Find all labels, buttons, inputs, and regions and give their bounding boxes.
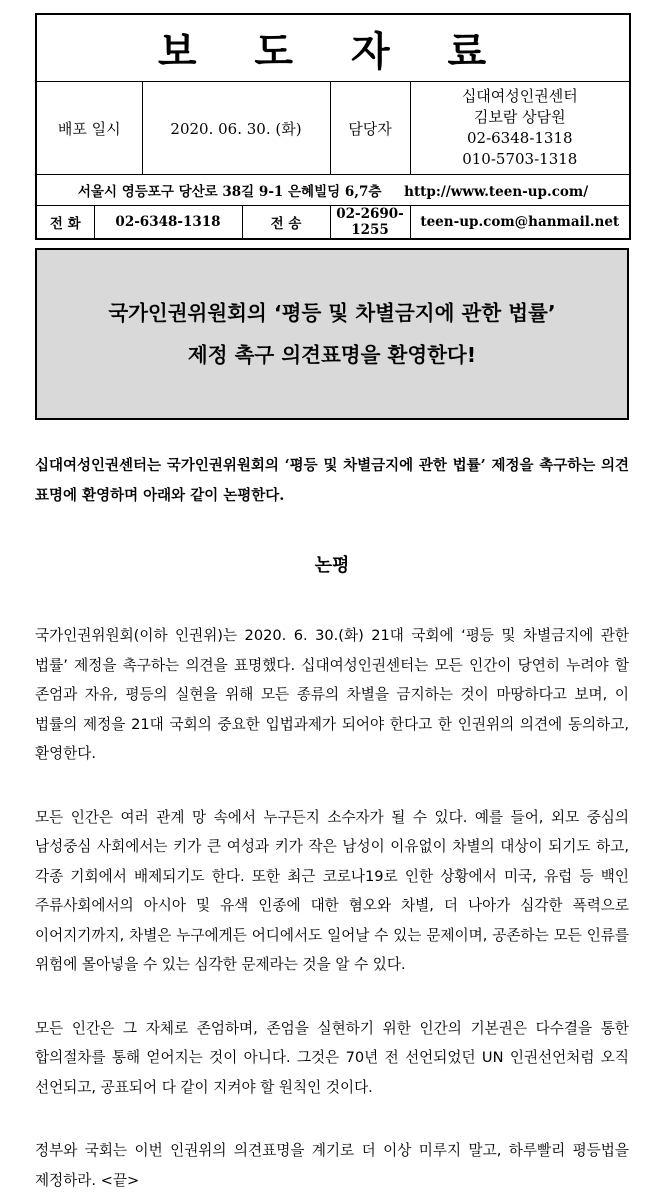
contact-person: 김보람 상담원 bbox=[473, 108, 566, 126]
document-title: 보 도 자 료 bbox=[36, 14, 630, 82]
contact-phone-1: 02-6348-1318 bbox=[466, 129, 573, 147]
body-paragraph-3: 모든 인간은 그 자체로 존엄하며, 존엄을 실현하기 위한 인간의 기본권은 다수결을 통한 합의절차를 통해 얻어지는 것이 아니다. 그것은 70년 전 선언되었던 UN 인권선언처럼 오직 선언되고, 공표되어 다 같이 지켜야 할 원칙인 것이다. bbox=[35, 1019, 629, 1096]
headline-line-1: 국가인권위원회의 ‘평등 및 차별금지에 관한 법률’ bbox=[108, 301, 556, 325]
phone-number: 02-6348-1318 bbox=[94, 206, 242, 240]
phone-label: 전 화 bbox=[36, 206, 94, 240]
fax-label: 전 송 bbox=[242, 206, 330, 240]
section-heading: 논평 bbox=[314, 555, 350, 576]
lead-paragraph: 십대여성인권센터는 국가인권위원회의 ‘평등 및 차별금지에 관한 법률’ 제정을 촉구하는 의견 표명에 환영하며 아래와 같이 논평한다. bbox=[35, 457, 629, 504]
release-date-label: 배포 일시 bbox=[36, 82, 142, 175]
email-address[interactable]: teen-up.com@hanmail.net bbox=[410, 206, 630, 240]
press-release-page bbox=[35, 13, 629, 1195]
body-paragraph-2: 모든 인간은 여러 관계 망 속에서 누구든지 소수자가 될 수 있다. 예를 들어, 외모 중심의 남성중심 사회에서는 키가 큰 여성과 키가 작은 남성이 이유없이 차별의 대상이 되기도 하고, 각종 기회에서 배제되기도 한다. 또한 최근 코로나19로 인한 상황에서 미국, 유럽 등 백인 주류사회에서의 아시아 및 유색 인종에 대한 혐오와 차별, 더 나아가 심각한 폭력으로 이어지기까지, 차별은 누구에게든 어디에서도 일어날 수 있는 문제이며, 공존하는 모든 인류를 위험에 몰아넣을 수 있는 심각한 문제라는 것을 알 수 있다. bbox=[35, 808, 629, 973]
body-paragraph-1: 국가인권위원회(이하 인권위)는 2020. 6. 30.(화) 21대 국회에 ‘평등 및 차별금지에 관한 법률’ 제정을 촉구하는 의견을 표명했다. 십대여성인권센터는 모든 인간이 당연히 누려야 할 존엄과 자유, 평등의 실현을 위해 모든 종류의 차별을 금지하는 것이 마땅하다고 보며, 이 법률의 제정을 21대 국회의 중요한 입법과제가 되어야 한다고 한 인권위의 의견에 동의하고, 환영한다. bbox=[35, 627, 629, 762]
contact-phone-2: 010-5703-1318 bbox=[462, 150, 578, 168]
address: 서울시 영등포구 당산로 38길 9-1 은혜빌딩 6,7층 bbox=[77, 184, 382, 200]
website-link[interactable]: http://www.teen-up.com/ bbox=[404, 184, 589, 200]
body-paragraph-4: 정부와 국회는 이번 인권위의 의견표명을 계기로 더 이상 미루지 말고, 하루빨리 평등법을 제정하라. <끝> bbox=[35, 1142, 629, 1189]
contact-label: 담당자 bbox=[330, 82, 410, 175]
contact-info bbox=[410, 82, 630, 175]
release-date: 2020. 06. 30. (화) bbox=[142, 82, 330, 175]
fax-number: 02-2690-1255 bbox=[330, 206, 410, 240]
header-table bbox=[35, 13, 631, 240]
headline-line-2: 제정 촉구 의견표명을 환영한다! bbox=[187, 343, 477, 367]
headline-box bbox=[35, 248, 629, 420]
address-row bbox=[36, 175, 630, 206]
contact-org: 십대여성인권센터 bbox=[461, 87, 578, 105]
